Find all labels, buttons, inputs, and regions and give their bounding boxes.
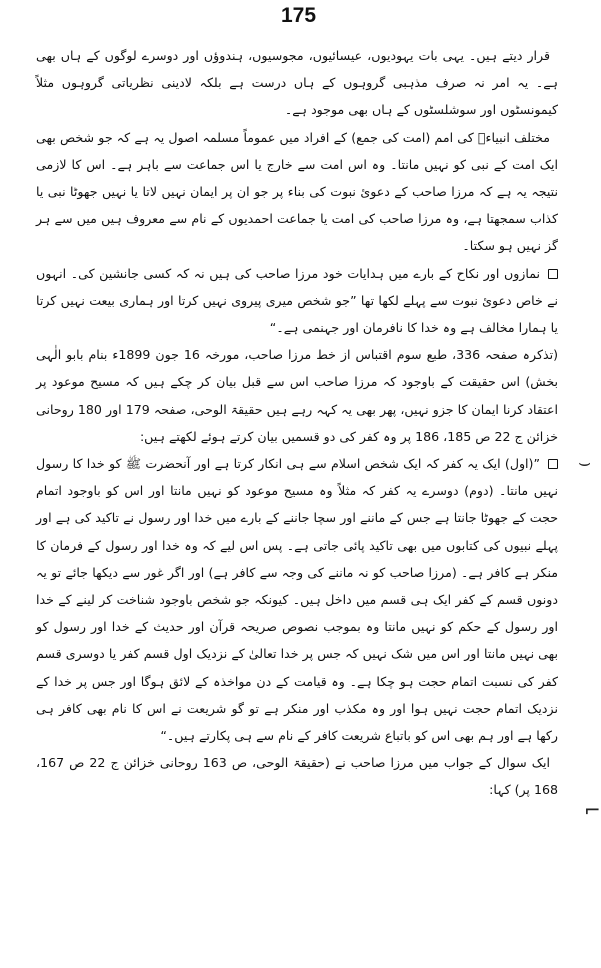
checkbox-bullet-icon: [548, 459, 558, 469]
paragraph-6: ایک سوال کے جواب میں مرزا صاحب نے (حقیقۃ الوحی، ص 163 روحانی خزائن ج 22 ص 167، 168 پر) کہا:: [36, 755, 558, 798]
page-number: 175: [280, 4, 317, 27]
margin-bracket-mark-icon: ⌐: [584, 798, 601, 822]
paragraph-3-bulleted: [36, 260, 558, 342]
paragraph-2: مختلف انبیاءؑ کی امم (امت کی جمع) کے افراد میں عموماً مسلمہ اصول یہ ہے کہ جو شخص بھی ایک امت کے نبی کو نہیں مانتا۔ وہ اس امت سے خارج یا اس جماعت سے باہر ہے۔ اس کا لازمی نتیجہ یہ ہے کہ مرزا صاحب کے دعویٔ نبوت کی بناء پر جو ان پر ایمان نہیں لاتا یا نہیں جھوٹا نبی یا کذاب سمجھتا ہے، وہ مرزا صاحب کی امت یا جماعت احمدیوں کے نام سے معروف ہیں میں سے ہر گز نہیں ہو سکتا۔: [36, 129, 558, 254]
page-body: [36, 42, 558, 804]
paragraph-3-text: نمازوں اور نکاح کے بارے میں ہدایات خود مرزا صاحب کی ہیں نہ کہ کسی جانشین کی۔ انہوں نے خاص دعویٔ نبوت سے پہلے لکھا تھا ”جو شخص میری پیروی نہیں کرتا اور ہماری بیعت نہیں کرتا یا ہمارا مخالف ہے وہ خدا کا نافرمان اور جہنمی ہے۔“: [36, 265, 558, 336]
margin-tick-mark-icon: ⌣: [578, 450, 592, 474]
paragraph-5-text: ”(اول) ایک یہ کفر کہ ایک شخص اسلام سے ہی انکار کرتا ہے اور آنحضرت ﷺ کو خدا کا رسول نہیں مانتا۔ (دوم) دوسرے یہ کفر کہ مثلاً وہ مسیح موعود کو نہیں مانتا اور اس کو باوجود اتمام حجت کے جھوٹا جانتا ہے جس کے ماننے اور سچا جاننے کے بارے میں خدا اور رسول نے تاکید کی ہے اور پہلے نبیوں کی کتابوں میں بھی تاکید پائی جاتی ہے۔ پس اس لیے کہ وہ خدا اور رسول کے فرمان کا منکر ہے کافر ہے۔ (مرزا صاحب کو نہ ماننے کی وجہ سے کافر ہے) اور اگر غور سے دیکھا جائے تو یہ دونوں قسم کے کفر ایک ہی قسم میں داخل ہیں۔ کیونکہ جو شخص باوجود شناخت کر لینے کے خدا اور رسول کے حکم کو نہیں مانتا وہ بموجب نصوص صریحہ قرآن اور حدیث کے خدا اور رسول کو بھی نہیں مانتا اور اس میں شک نہیں کہ جس پر خدا تعالیٰ کے نزدیک اول قسم کفر یا دوسری قسم کفر کی نسبت اتمام حجت ہو چکا ہے۔ وہ قیامت کے دن مواخذہ کے لائق ہوگا اور جس پر خدا کے نزدیک اتمام حجت نہیں ہوا اور وہ مکذب اور منکر ہے تو گو شریعت نے اس کا نام بھی کافر ہی رکھا ہے اور ہم بھی اس کو باتباع شریعت کافر کے نام سے ہی پکارتے ہیں۔“: [36, 456, 558, 744]
paragraph-4: (تذکرہ صفحہ 336، طبع سوم اقتباس از خط مرزا صاحب، مورخہ 16 جون 1899ء بنام بابو الٰہی بخش) اس حقیقت کے باوجود کہ مرزا صاحب اس سے قبل بیان کر چکے ہیں کہ مسیح موعود پر اعتقاد کرنا ایمان کا جزو نہیں، پھر بھی یہ کہہ رہے ہیں حقیقۃ الوحی، صفحہ 179 اور 180 روحانی خزائن ج 22 ص 185، 186 پر وہ کفر کی دو قسمیں بیان کرتے ہوئے لکھتے ہیں:: [36, 347, 559, 444]
paragraph-5-bulleted: [36, 450, 558, 749]
paragraph-1: قرار دیتے ہیں۔ یہی بات یہودیوں، عیسائیوں، مجوسیوں، ہندوؤں اور دوسرے لوگوں کے ہاں بھی ہے۔ یہ امر نہ صرف مذہبی گروہوں کے ہاں درست ہے بلکہ لادینی نظریاتی گروہوں مثلاً کیمونسٹوں اور سوشلسٹوں کے ہاں بھی موجود ہے۔: [36, 48, 558, 118]
checkbox-bullet-icon: [548, 269, 558, 279]
